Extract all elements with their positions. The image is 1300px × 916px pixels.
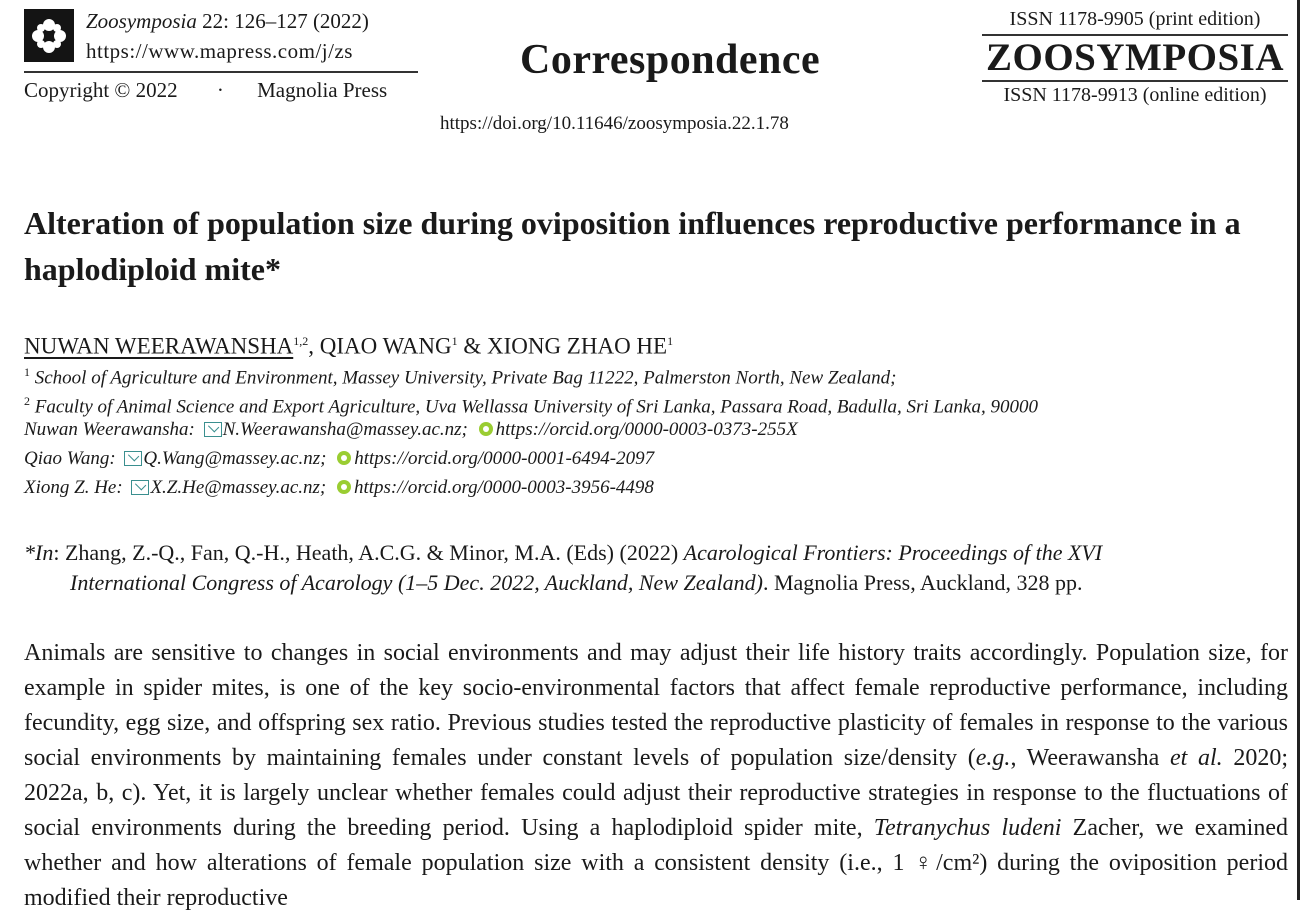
- issn-online: ISSN 1178-9913 (online edition): [1003, 84, 1267, 106]
- body-text-4: Zacher, we examined whether and how alterations of female population size with a consistent density (i.e., 1 ♀/cm²) during the oviposition period modified their reproductive: [24, 815, 1289, 911]
- email-icon: [204, 422, 222, 437]
- contact-name: Xiong Z. He:: [24, 477, 123, 498]
- affiliation-num: 1: [24, 365, 30, 379]
- contact-row: [24, 474, 654, 502]
- doi-link[interactable]: https://doi.org/10.11646/zoosymposia.22.1.78: [440, 113, 789, 134]
- proceedings-note: [24, 538, 1292, 598]
- journal-url-link[interactable]: https://www.mapress.com/j/zs: [86, 39, 353, 63]
- orcid-icon: [337, 451, 351, 465]
- journal-brand: ZOOSYMPOSIA: [982, 36, 1288, 82]
- affiliation-num: 2: [24, 394, 30, 408]
- issn-print: ISSN 1178-9905 (print edition): [982, 6, 1288, 36]
- author-sup: 1,2: [293, 334, 309, 348]
- issn-block: [982, 6, 1288, 108]
- contact-row: [24, 445, 654, 473]
- proceedings-line-2: [24, 568, 1292, 598]
- affiliation-text: Faculty of Animal Science and Export Agriculture, Uva Wellassa University of Sri Lanka, Passara Road, Badulla, Sri Lanka, 90000: [34, 396, 1038, 418]
- section-heading: Correspondence: [520, 37, 821, 83]
- proceedings-line-1: [24, 540, 1102, 565]
- body-text-3: 2020; 2022a, b, c). Yet, it is largely unclear whether females could adjust their reproductive strategies in response to the fluctuations of social environments during the breeding period. Using a haplodiploid spider mite,: [24, 745, 1288, 841]
- article-title: Alteration of population size during oviposition influences reproductive performance in a haplodiploid mite*: [24, 205, 1241, 287]
- author-list: [24, 325, 673, 363]
- volume-pages: 22: 126–127 (2022): [202, 9, 369, 33]
- copyright-line: [24, 77, 387, 103]
- affiliation-text: School of Agriculture and Environment, Massey University, Private Bag 11222, Palmerston North, New Zealand;: [34, 367, 897, 389]
- author-sup: 1: [451, 334, 458, 348]
- orcid-icon: [337, 480, 351, 494]
- body-text-2: , Weerawansha: [1010, 745, 1170, 771]
- flower-logo-icon: [29, 16, 69, 56]
- proceedings-editors: : Zhang, Z.-Q., Fan, Q.-H., Heath, A.C.G. & Minor, M.A. (Eds) (2022): [53, 540, 684, 565]
- body-eg: e.g.: [975, 745, 1011, 771]
- contact-orcid-link[interactable]: https://orcid.org/0000-0001-6494-2097: [354, 448, 655, 469]
- proceedings-marker: *In: [24, 540, 54, 565]
- publisher-name: Magnolia Press: [257, 78, 388, 102]
- contact-email-link[interactable]: Q.Wang@massey.ac.nz;: [143, 448, 327, 469]
- proceedings-tail: . Magnolia Press, Auckland, 328 pp.: [762, 570, 1083, 595]
- separator-dot: ·: [216, 78, 224, 102]
- contact-row: [24, 416, 798, 444]
- email-icon: [131, 480, 149, 495]
- contact-name: Qiao Wang:: [24, 448, 116, 469]
- body-etal: et al.: [1170, 745, 1223, 771]
- contact-email-link[interactable]: X.Z.He@massey.ac.nz;: [150, 477, 327, 498]
- contact-orcid-link[interactable]: https://orcid.org/0000-0003-3956-4498: [353, 477, 654, 498]
- author-weerawansha[interactable]: NUWAN WEERAWANSHA: [24, 333, 294, 359]
- orcid-icon: [479, 422, 493, 436]
- email-icon: [124, 451, 142, 466]
- contact-email-link[interactable]: N.Weerawansha@massey.ac.nz;: [222, 419, 468, 440]
- author-wang: , QIAO WANG: [308, 333, 452, 359]
- author-he: & XIONG ZHAO HE: [457, 333, 668, 359]
- journal-name: Zoosymposia: [86, 9, 197, 33]
- proceedings-title-2: International Congress of Acarology (1–5 Dec. 2022, Auckland, New Zealand): [70, 570, 763, 595]
- body-paragraph: [24, 636, 1288, 916]
- journal-logo: [24, 9, 74, 62]
- copyright-text: Copyright © 2022: [24, 78, 178, 102]
- contact-name: Nuwan Weerawansha:: [24, 419, 195, 440]
- body-species: Tetranychus ludeni: [873, 815, 1062, 841]
- author-sup: 1: [667, 334, 674, 348]
- header-rule: [24, 71, 418, 73]
- journal-citation: [86, 6, 369, 66]
- proceedings-title-1: Acarological Frontiers: Proceedings of the XVI: [683, 540, 1103, 565]
- body-text-1: Animals are sensitive to changes in social environments and may adjust their life history traits accordingly. Population size, for example in spider mites, is one of the key socio-environmental factors that affect female reproductive performance, including fecundity, egg size, and offspring sex ratio. Previous studies tested the reproductive plasticity of females in response to the various social environments by maintaining females under constant levels of population size/density (: [24, 640, 1288, 771]
- contact-orcid-link[interactable]: https://orcid.org/0000-0003-0373-255X: [495, 419, 798, 440]
